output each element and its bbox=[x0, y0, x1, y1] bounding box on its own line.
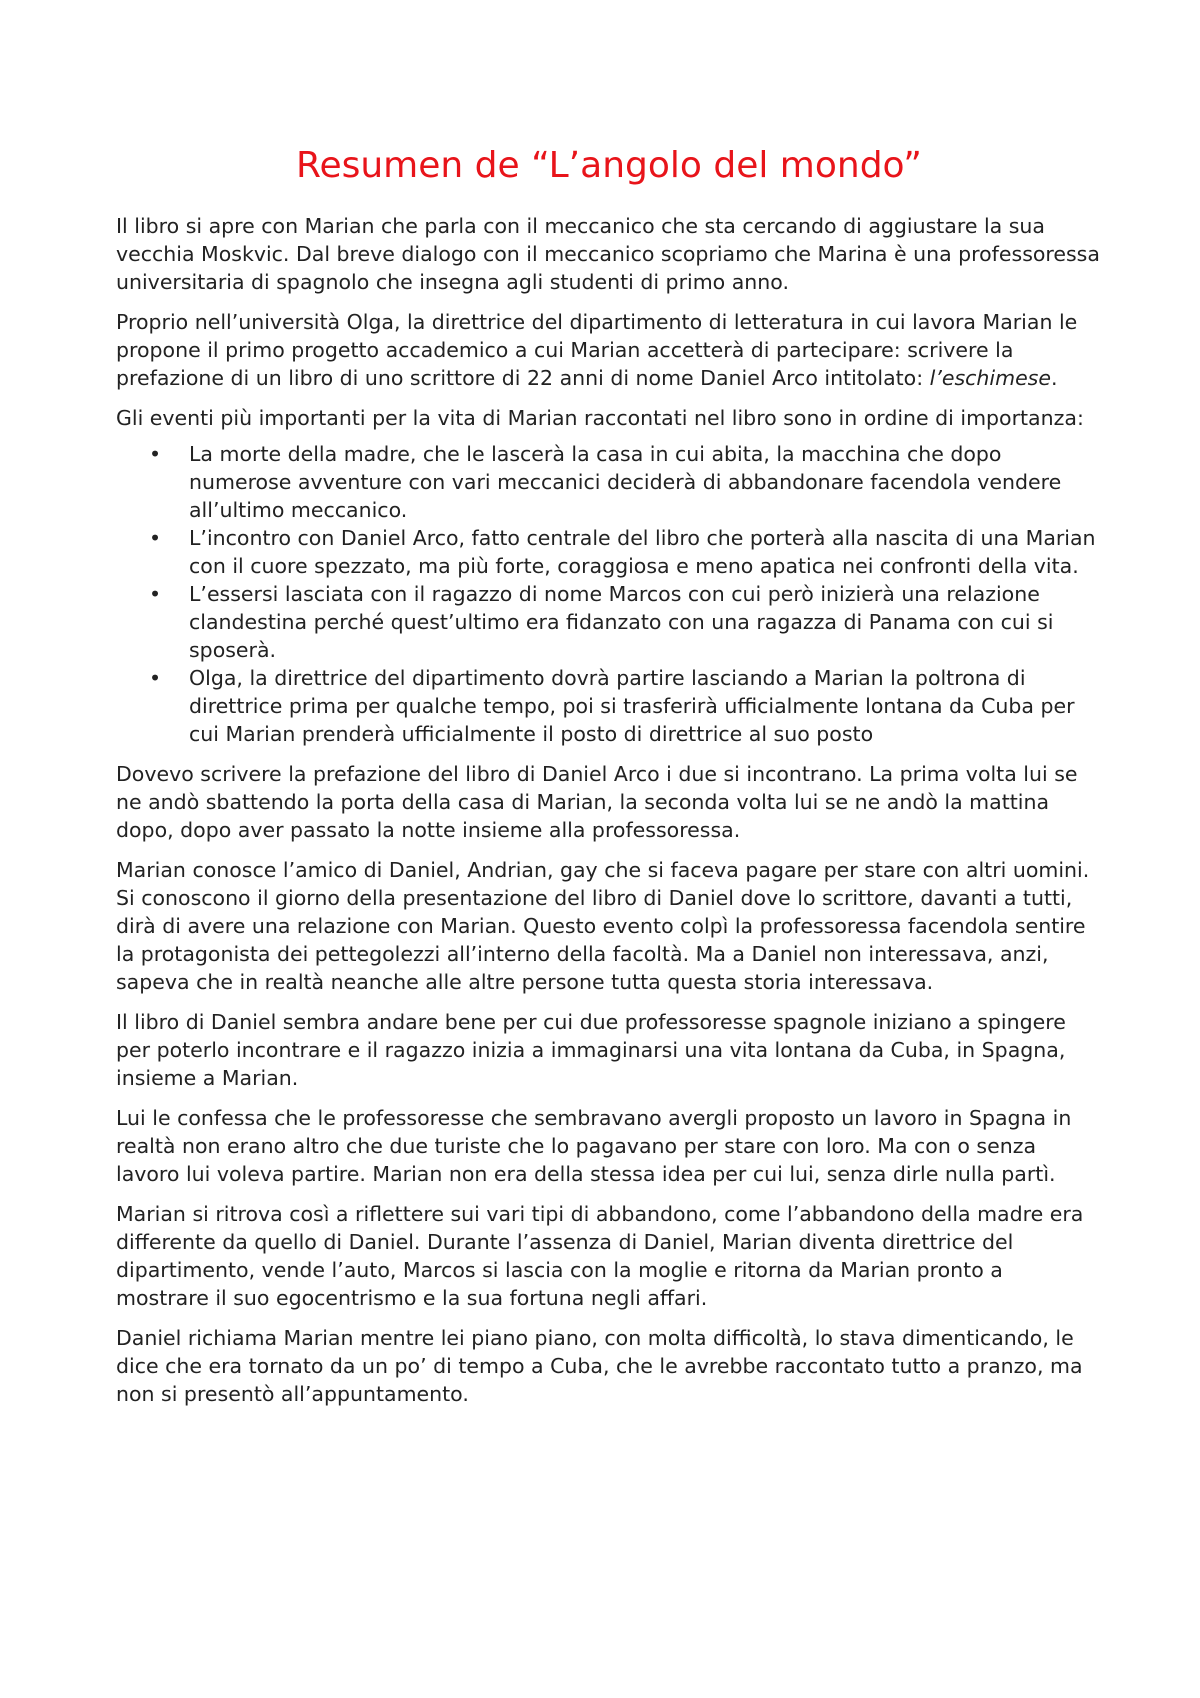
list-item: • L’incontro con Daniel Arco, fatto centrale del libro che porterà alla nascita di una Marian con il cuore spezzato, ma più forte, coraggiosa e meno apatica nei confronti della vita. bbox=[189, 524, 1102, 580]
paragraph-olga-end: . bbox=[1050, 366, 1058, 390]
paragraph-intro: Il libro si apre con Marian che parla con il meccanico che sta cercando di aggiustare la sua vecchia Moskvic. Dal breve dialogo con il meccanico scopriamo che Marina è una professoressa universitaria di spagnolo che insegna agli studenti di primo anno. bbox=[116, 214, 1100, 294]
paragraph-olga bbox=[116, 308, 1102, 392]
list-item: • La morte della madre, che le lascerà la casa in cui abita, la macchina che dopo numerose avventure con vari meccanici deciderà di abbandonare facendola vendere all’ultimo meccanico. bbox=[189, 440, 1102, 524]
paragraph-spain: Il libro di Daniel sembra andare bene per cui due professoresse spagnole iniziano a spingere per poterlo incontrare e il ragazzo inizia a immaginarsi una vita lontana da Cuba, in Spagna, insieme a Marian. bbox=[116, 1010, 1066, 1090]
paragraph-abandonment: Marian si ritrova così a riflettere sui vari tipi di abbandono, come l’abbandono della madre era differente da quello di Daniel. Durante l’assenza di Daniel, Marian diventa direttrice del dipartimento, vende l’auto, Marcos si lascia con la moglie e ritorna da Marian pronto a mostrare il suo egocentrismo e la sua fortuna negli affari. bbox=[116, 1202, 1084, 1310]
paragraph-andrian: Marian conosce l’amico di Daniel, Andrian, gay che si faceva pagare per stare con altri uomini. Si conoscono il giorno della presentazione del libro di Daniel dove lo scrittore, davanti a tutti, dirà di avere una relazione con Marian. Questo evento colpì la professoressa facendola sentire la protagonista dei pettegolezzi all’interno della facoltà. Ma a Daniel non interessava, anzi, sapeva che in realtà neanche alle altre persone tutta questa storia interessava. bbox=[116, 858, 1090, 994]
document-page bbox=[116, 140, 1102, 1420]
paragraph-ending: Daniel richiama Marian mentre lei piano piano, con molta difficoltà, lo stava dimenticando, le dice che era tornato da un po’ di tempo a Cuba, che le avrebbe raccontato tutto a pranzo, ma non si presentò all’appuntamento. bbox=[116, 1326, 1083, 1406]
paragraph-events-intro: Gli eventi più importanti per la vita di Marian raccontati nel libro sono in ordine di importanza: bbox=[116, 406, 1084, 430]
list-item: • Olga, la direttrice del dipartimento dovrà partire lasciando a Marian la poltrona di direttrice prima per qualche tempo, poi si trasferirà ufficialmente lontana da Cuba per cui Marian prenderà ufficialmente il posto di direttrice al suo posto bbox=[189, 664, 1102, 748]
paragraph-confession: Lui le confessa che le professoresse che sembravano avergli proposto un lavoro in Spagna in realtà non erano altro che due turiste che lo pagavano per stare con loro. Ma con o senza lavoro lui voleva partire. Marian non era della stessa idea per cui lui, senza dirle nulla partì. bbox=[116, 1106, 1072, 1186]
document-title: Resumen de “L’angolo del mondo” bbox=[296, 145, 922, 186]
paragraph-olga-text: Proprio nell’università Olga, la direttrice del dipartimento di letteratura in cui lavora Marian le propone il primo progetto accademico a cui Marian accetterà di partecipare: scrivere la prefazione di un libro di uno scrittore di 22 anni di nome Daniel Arco intitolato: bbox=[116, 310, 1078, 390]
book-title-italic: l’eschimese bbox=[929, 366, 1051, 390]
list-item: • L’essersi lasciata con il ragazzo di nome Marcos con cui però inizierà una relazione clandestina perché quest’ultimo era fidanzato con una ragazza di Panama con cui si sposerà. bbox=[189, 580, 1102, 664]
events-list bbox=[116, 440, 1102, 748]
paragraph-meeting: Dovevo scrivere la prefazione del libro di Daniel Arco i due si incontrano. La prima volta lui se ne andò sbattendo la porta della casa di Marian, la seconda volta lui se ne andò la mattina dopo, dopo aver passato la notte insieme alla professoressa. bbox=[116, 762, 1078, 842]
